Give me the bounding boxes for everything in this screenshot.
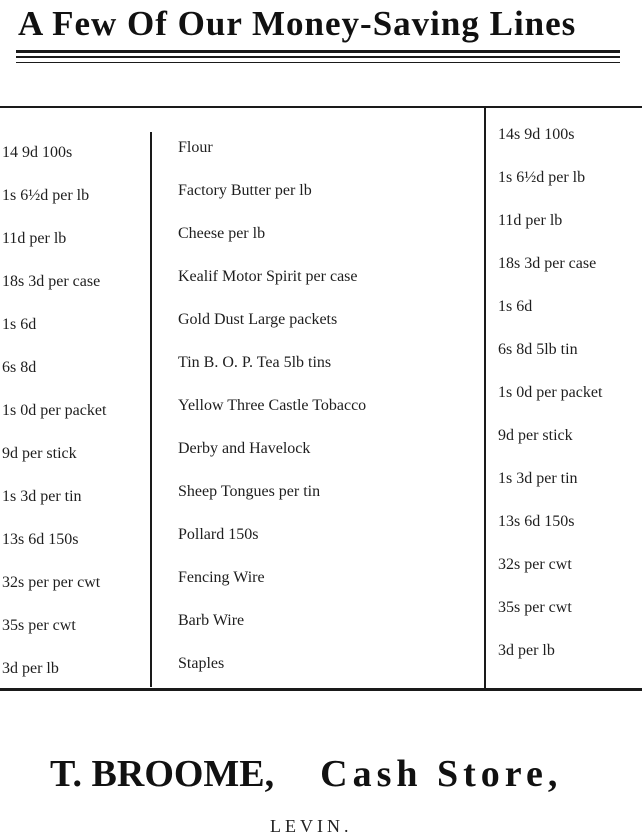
right-price: 14s 9d 100s	[498, 126, 575, 143]
right-price: 13s 6d 150s	[498, 513, 575, 530]
right-price: 11d per lb	[498, 212, 563, 229]
table-bottom-rule	[0, 688, 642, 691]
item-name: Kealif Motor Spirit per case	[178, 268, 358, 285]
left-price: 14 9d 100s	[2, 144, 73, 161]
item-name: Flour	[178, 139, 213, 156]
right-price: 18s 3d per case	[498, 255, 597, 272]
right-price: 1s 6d	[498, 298, 533, 315]
store-name: T. BROOME,	[50, 753, 275, 795]
left-price: 1s 3d per tin	[2, 488, 82, 505]
headline: A Few Of Our Money-Saving Lines	[18, 4, 577, 43]
item-name: Pollard 150s	[178, 526, 259, 543]
item-name: Derby and Havelock	[178, 440, 311, 457]
item-name: Tin B. O. P. Tea 5lb tins	[178, 354, 332, 371]
item-name: Barb Wire	[178, 612, 245, 629]
left-price: 9d per stick	[2, 445, 77, 462]
item-name: Gold Dust Large packets	[178, 311, 338, 328]
item-name: Factory Butter per lb	[178, 182, 312, 199]
right-price: 35s per cwt	[498, 599, 572, 616]
left-price: 11d per lb	[2, 230, 67, 247]
item-column	[178, 126, 366, 685]
item-name: Staples	[178, 655, 225, 672]
left-price: 1s 0d per packet	[2, 402, 107, 419]
left-price: 1s 6½d per lb	[2, 187, 90, 204]
left-price: 13s 6d 150s	[2, 531, 79, 548]
headline-rule-middle	[16, 56, 620, 58]
headline-rule-top	[16, 50, 620, 53]
left-price-column	[2, 131, 106, 690]
item-name: Yellow Three Castle Tobacco	[178, 397, 367, 414]
left-price: 1s 6d	[2, 316, 37, 333]
left-price: 3d per lb	[2, 660, 59, 677]
item-name: Fencing Wire	[178, 569, 265, 586]
left-price: 18s 3d per case	[2, 273, 101, 290]
column-divider-left	[150, 132, 152, 687]
right-price: 1s 6½d per lb	[498, 169, 586, 186]
item-name: Sheep Tongues per tin	[178, 483, 321, 500]
store-kind: Cash Store,	[320, 753, 563, 795]
right-price: 32s per cwt	[498, 556, 572, 573]
store-signature	[50, 752, 562, 796]
column-divider-right	[484, 108, 486, 688]
left-price: 32s per per cwt	[2, 574, 101, 591]
table-top-rule	[0, 106, 642, 108]
left-price: 6s 8d	[2, 359, 37, 376]
store-town: LEVIN.	[270, 816, 353, 836]
right-price: 1s 0d per packet	[498, 384, 603, 401]
right-price: 9d per stick	[498, 427, 573, 444]
left-price: 35s per cwt	[2, 617, 76, 634]
right-price-column	[498, 113, 602, 672]
item-name: Cheese per lb	[178, 225, 266, 242]
headline-rule-bottom	[16, 62, 620, 63]
right-price: 6s 8d 5lb tin	[498, 341, 578, 358]
right-price: 1s 3d per tin	[498, 470, 578, 487]
right-price: 3d per lb	[498, 642, 555, 659]
